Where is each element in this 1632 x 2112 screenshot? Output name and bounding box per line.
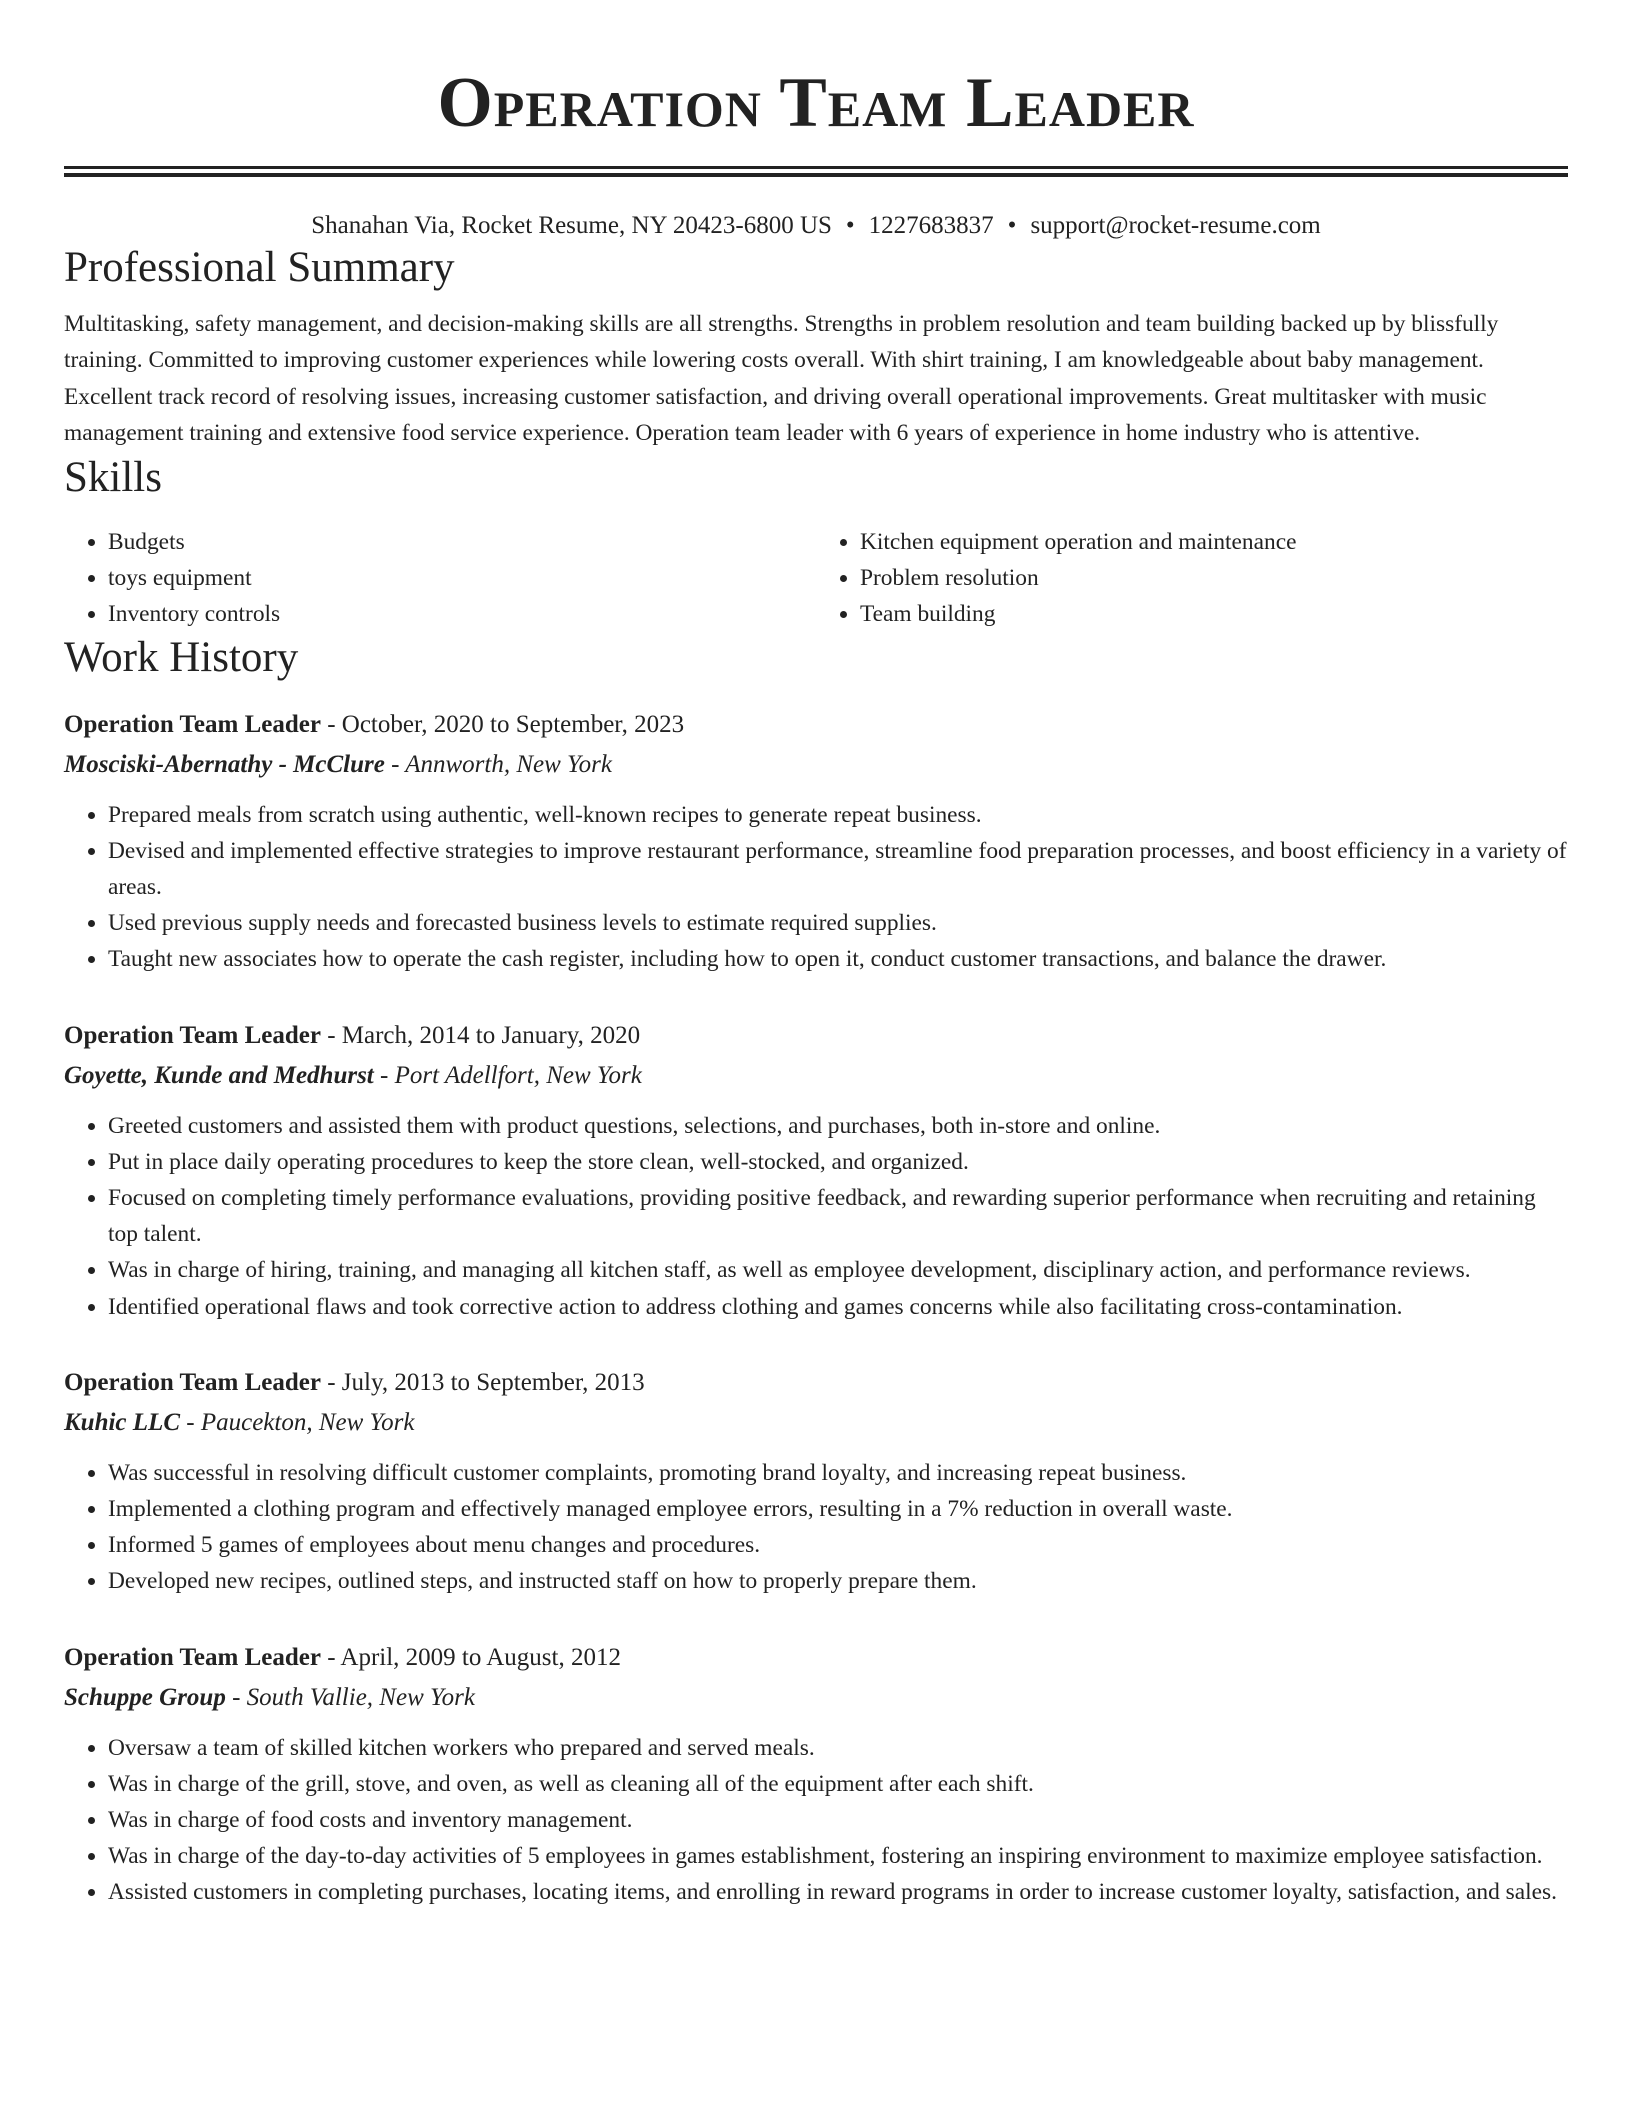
skills-column-right [816,524,1568,632]
company-line [64,1056,1568,1096]
skill-item: • Problem resolution [860,560,1568,596]
contact-address: Shanahan Via, Rocket Resume, NY 20423-6800 US [311,212,832,239]
job-bullet: • Developed new recipes, outlined steps, and instructed staff on how to properly prepare them. [108,1563,1568,1599]
company-name: Schuppe Group [64,1683,226,1711]
job-bullet: • Was in charge of the day-to-day activities of 5 employees in games establishment, fostering an inspiring environment to maximize employee satisfaction. [108,1838,1568,1874]
summary-heading: Professional Summary [64,244,455,291]
contact-separator: • [845,212,855,239]
job-bullet: • Was successful in resolving difficult customer complaints, promoting brand loyalty, and increasing repeat business. [108,1455,1568,1491]
job-title: Operation Team Leader [64,1368,321,1396]
job-bullets [64,1730,1568,1911]
company-name: Goyette, Kunde and Medhurst [64,1061,374,1089]
job-dates: - March, 2014 to January, 2020 [320,1021,641,1049]
job-bullets [64,1455,1568,1600]
job-bullet: • Greeted customers and assisted them with product questions, selections, and purchases, both in-store and online. [108,1108,1568,1144]
job-bullet: • Taught new associates how to operate the cash register, including how to open it, conduct customer transactions, and balance the drawer. [108,941,1568,977]
resume-page [64,0,1568,1911]
job-bullet: • Used previous supply needs and forecasted business levels to estimate required supplies. [108,905,1568,941]
job-bullet: • Assisted customers in completing purchases, locating items, and enrolling in reward programs in order to increase customer loyalty, satisfaction, and sales. [108,1874,1568,1910]
job-bullet: • Was in charge of the grill, stove, and oven, as well as cleaning all of the equipment after each shift. [108,1766,1568,1802]
company-line [64,1678,1568,1718]
job-entry [64,705,1568,978]
skill-item: • Budgets [108,524,816,560]
job-bullet: • Devised and implemented effective strategies to improve restaurant performance, streamline food preparation processes, and boost efficiency in a variety of areas. [108,833,1568,905]
job-bullets [64,797,1568,978]
job-bullet: • Oversaw a team of skilled kitchen workers who prepared and served meals. [108,1730,1568,1766]
company-line [64,745,1568,785]
job-title-line [64,1363,1568,1403]
company-location: - South Vallie, New York [225,1683,475,1711]
job-bullet: • Implemented a clothing program and effectively managed employee errors, resulting in a 7% reduction in overall waste. [108,1491,1568,1527]
job-bullet: • Informed 5 games of employees about menu changes and procedures. [108,1527,1568,1563]
job-dates: - October, 2020 to September, 2023 [320,710,685,738]
job-title-line [64,1638,1568,1678]
resume-title: Operation Team Leader [437,64,1195,142]
job-dates: - April, 2009 to August, 2012 [320,1643,621,1671]
job-entry [64,1638,1568,1911]
job-title-line [64,1016,1568,1056]
contact-line [64,210,1568,242]
job-bullet: • Was in charge of hiring, training, and managing all kitchen staff, as well as employee development, disciplinary action, and performance reviews. [108,1252,1568,1288]
contact-email: support@rocket-resume.com [1030,212,1321,239]
job-entry [64,1016,1568,1325]
skill-item: • Kitchen equipment operation and maintenance [860,524,1568,560]
title-divider [64,166,1568,177]
skill-item: • toys equipment [108,560,816,596]
contact-phone: 1227683837 [868,212,994,239]
summary-text: Multitasking, safety management, and decision-making skills are all strengths. Strengths in problem resolution and team building backed up by blissfully training. Committed to improving customer experiences while lowering costs overall. With shirt training, I am knowledgeable about baby management. Excellent track record of resolving issues, increasing customer satisfaction, and driving overall operational improvements. Great multitasker with music management training and extensive food service experience. Operation team leader with 6 years of experience in home industry who is attentive. [64,311,1499,447]
work-history-heading: Work History [64,633,299,681]
skills-heading: Skills [64,453,162,501]
job-bullet: • Focused on completing timely performance evaluations, providing positive feedback, and rewarding superior performance when recruiting and retaining top talent. [108,1180,1568,1252]
company-name: Mosciski-Abernathy - McClure [64,750,385,778]
skill-item: • Inventory controls [108,596,816,632]
job-title: Operation Team Leader [64,1021,321,1049]
skills-column-left [64,524,816,632]
skills-list [64,524,1568,632]
job-bullet: • Put in place daily operating procedures to keep the store clean, well-stocked, and organized. [108,1144,1568,1180]
company-line [64,1403,1568,1443]
job-bullet: • Identified operational flaws and took corrective action to address clothing and games concerns while also facilitating cross-contamination. [108,1289,1568,1325]
company-location: - Port Adellfort, New York [373,1061,642,1089]
job-bullet: • Prepared meals from scratch using authentic, well-known recipes to generate repeat business. [108,797,1568,833]
job-dates: - July, 2013 to September, 2013 [320,1368,645,1396]
job-title-line [64,705,1568,745]
company-name: Kuhic LLC [64,1408,180,1436]
skill-item: • Team building [860,596,1568,632]
job-bullet: • Was in charge of food costs and inventory management. [108,1802,1568,1838]
job-bullets [64,1108,1568,1325]
job-entry [64,1363,1568,1600]
job-title: Operation Team Leader [64,1643,321,1671]
job-title: Operation Team Leader [64,710,321,738]
contact-separator: • [1007,212,1017,239]
company-location: - Paucekton, New York [180,1408,415,1436]
company-location: - Annworth, New York [384,750,612,778]
